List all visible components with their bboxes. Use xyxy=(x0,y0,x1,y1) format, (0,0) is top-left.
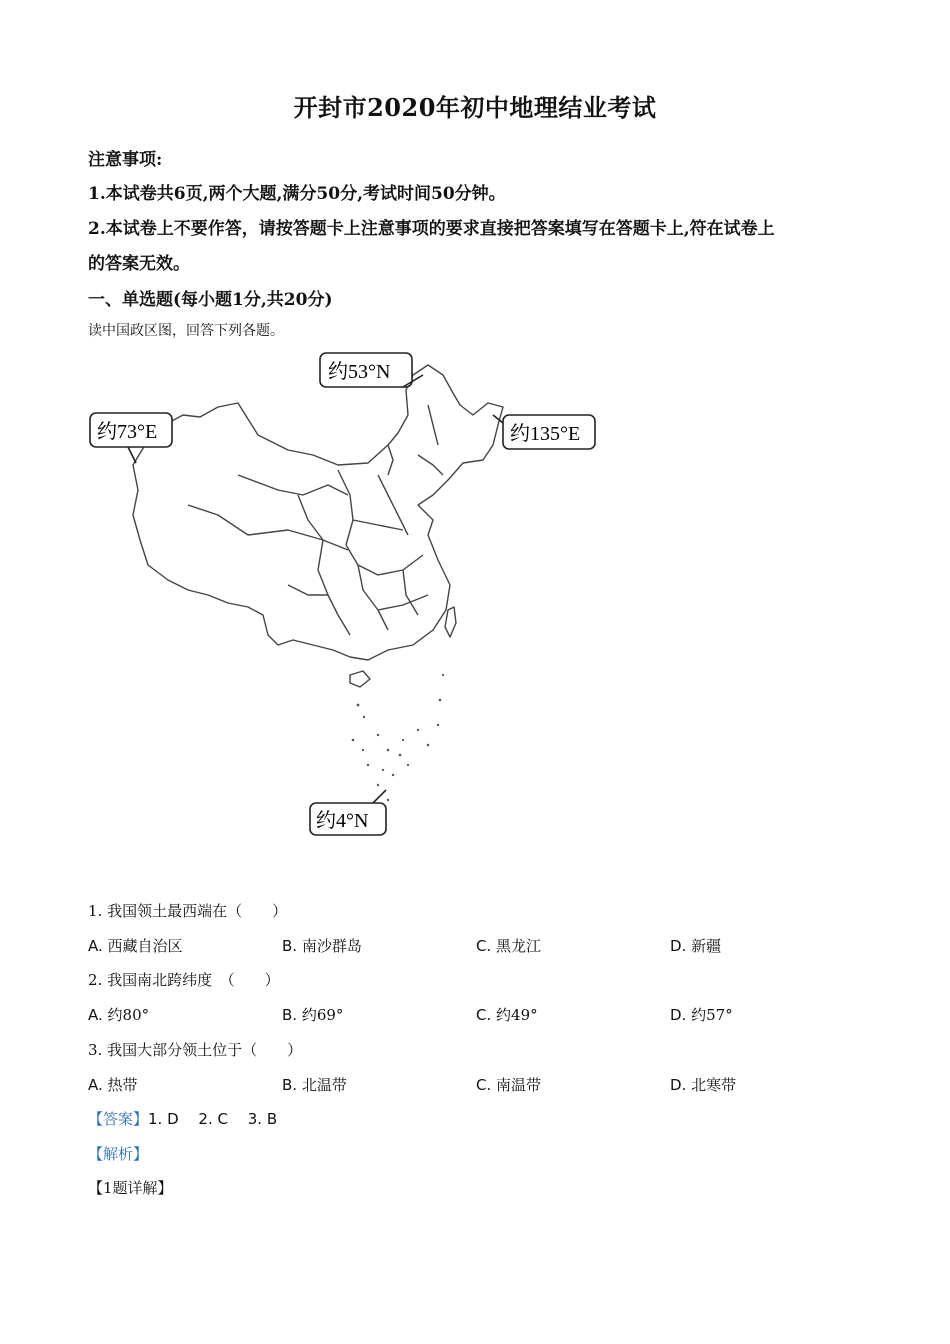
option-text: 黑龙江 xyxy=(496,937,542,955)
hainan-island xyxy=(350,671,370,687)
section-heading: 一、单选题(每小题1分,共20分) xyxy=(88,290,333,310)
question-3-stem: 3. 我国大部分领土位于（ ） xyxy=(88,1041,303,1059)
notice-heading: 注意事项: xyxy=(88,150,163,170)
option-letter: D. xyxy=(670,1076,687,1094)
option-letter: D. xyxy=(670,1006,687,1024)
question-1-option-a xyxy=(88,935,183,956)
option-text: 热带 xyxy=(107,1076,138,1094)
analysis-label: 【解析】 xyxy=(88,1145,149,1163)
map-label-south: 约4°N xyxy=(316,810,369,832)
answer-text: 1. D 2. C 3. B xyxy=(148,1110,278,1128)
notice-item-2-line-2: 的答案无效。 xyxy=(88,254,190,274)
question-2-option-d xyxy=(670,1004,733,1025)
question-2-option-c xyxy=(476,1004,538,1025)
map-label-east: 约135°E xyxy=(510,423,581,445)
option-letter: C. xyxy=(476,1076,492,1094)
notice-item-2-line-1: 2.本试卷上不要作答，请按答题卡上注意事项的要求直接把答案填写在答题卡上,符在试卷上 xyxy=(88,219,775,239)
option-text: 新疆 xyxy=(691,937,722,955)
option-letter: D. xyxy=(670,937,687,955)
option-text: 约80° xyxy=(107,1006,150,1024)
question-3-option-a xyxy=(88,1074,138,1095)
option-letter: B. xyxy=(282,937,298,955)
question-2-option-a xyxy=(88,1004,149,1025)
map-label-west: 约73°E xyxy=(97,421,158,443)
answer-line xyxy=(88,1108,277,1129)
option-text: 约57° xyxy=(691,1006,733,1024)
option-letter: C. xyxy=(476,1006,492,1024)
analysis-detail-heading: 【1题详解】 xyxy=(88,1179,173,1197)
option-letter: B. xyxy=(282,1006,298,1024)
option-letter: A. xyxy=(88,937,103,955)
question-1-option-c xyxy=(476,935,541,956)
option-letter: A. xyxy=(88,1076,103,1094)
option-text: 北温带 xyxy=(301,1076,347,1094)
question-1-option-b xyxy=(282,935,362,956)
option-text: 约69° xyxy=(301,1006,344,1024)
option-text: 约49° xyxy=(496,1006,538,1024)
option-letter: C. xyxy=(476,937,492,955)
option-text: 南沙群岛 xyxy=(301,937,362,955)
question-1-option-d xyxy=(670,935,721,956)
china-map-outline xyxy=(88,345,608,840)
page-title: 开封市2020年初中地理结业考试 xyxy=(293,93,657,122)
question-3-option-c xyxy=(476,1074,541,1095)
taiwan-island xyxy=(445,607,456,637)
map-label-north: 约53°N xyxy=(328,361,391,383)
notice-item-1: 1.本试卷共6页,两个大题,满分50分,考试时间50分钟。 xyxy=(88,184,506,204)
china-political-map xyxy=(88,345,608,840)
question-2-stem: 2. 我国南北跨纬度 （ ） xyxy=(88,971,280,989)
question-3-option-b xyxy=(282,1074,347,1095)
section-instruction: 读中国政区图，回答下列各题。 xyxy=(88,323,284,339)
south-sea-islands xyxy=(352,674,444,801)
question-1-stem: 1. 我国领土最西端在（ ） xyxy=(88,902,288,920)
answer-label: 【答案】 xyxy=(88,1110,149,1128)
option-text: 南温带 xyxy=(496,1076,542,1094)
option-letter: A. xyxy=(88,1006,103,1024)
question-3-option-d xyxy=(670,1074,736,1095)
option-text: 西藏自治区 xyxy=(107,937,183,955)
option-letter: B. xyxy=(282,1076,298,1094)
option-text: 北寒带 xyxy=(691,1076,737,1094)
question-2-option-b xyxy=(282,1004,343,1025)
